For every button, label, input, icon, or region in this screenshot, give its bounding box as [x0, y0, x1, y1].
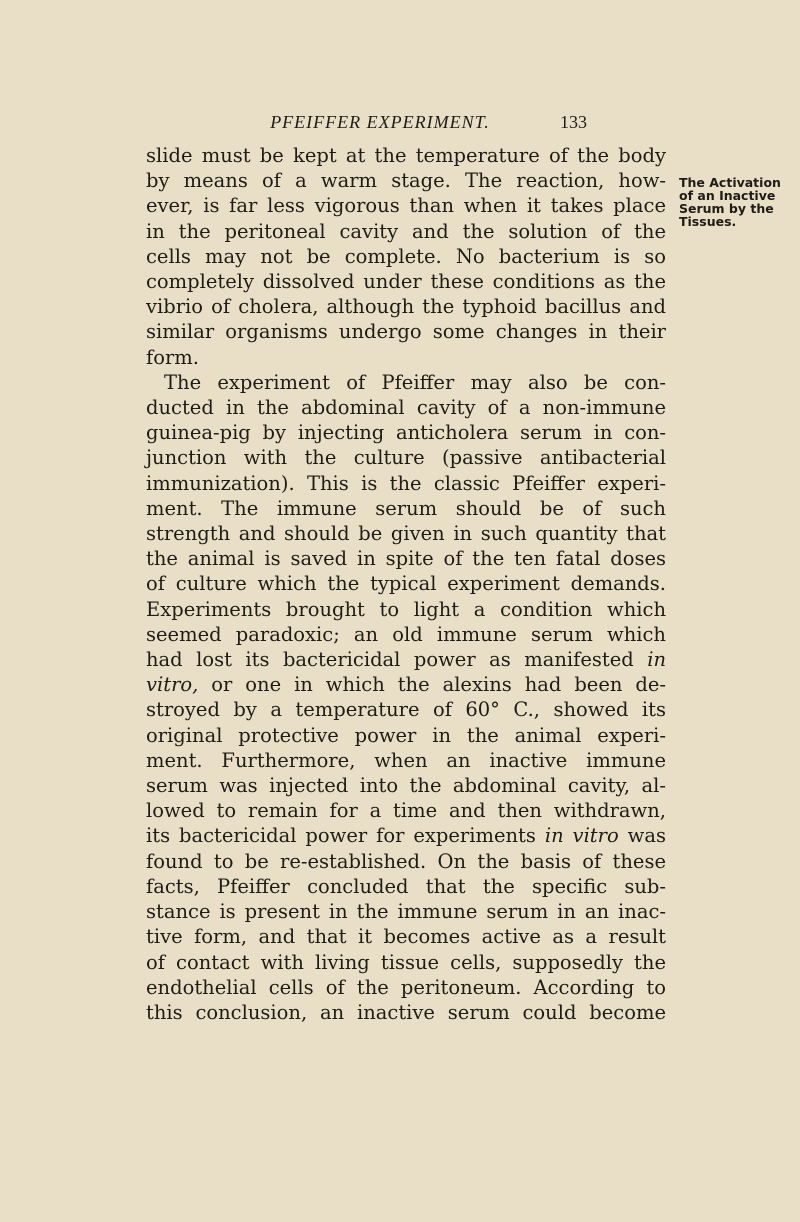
margin-note-line: Serum by the: [679, 201, 774, 216]
text-line: The experiment of Pfeiffer may also be con-: [164, 370, 666, 394]
text-line: stroyed by a temperature of 60° C., showed its: [146, 698, 666, 722]
text-line: ever, is far less vigorous than when it takes place: [146, 194, 666, 218]
text-line: completely dissolved under these conditions as the: [146, 270, 666, 294]
text-line: its bactericidal power for experiments in vitro was: [146, 824, 666, 848]
text-line: junction with the culture (passive antibacterial: [146, 446, 666, 470]
text-line: ment. The immune serum should be of such: [146, 496, 666, 520]
text-line: Experiments brought to light a condition which: [146, 597, 666, 621]
margin-note-line: of an Inactive: [679, 188, 776, 203]
text-line: ducted in the abdominal cavity of a non-immune: [146, 396, 666, 420]
body-text: [146, 143, 666, 1025]
text-line: of contact with living tissue cells, supposedly the: [146, 950, 666, 974]
text-line: found to be re-established. On the basis of these: [146, 849, 666, 873]
text-line: had lost its bactericidal power as manifested in: [146, 648, 666, 672]
text-line: in the peritoneal cavity and the solution of the: [146, 219, 666, 243]
text-line: facts, Pfeiffer concluded that the specific sub-: [146, 874, 666, 898]
text-line: original protective power in the animal experi-: [146, 723, 666, 747]
text-line: slide must be kept at the temperature of the body: [146, 144, 666, 167]
text-line: cells may not be complete. No bacterium is so: [146, 244, 666, 268]
text-line: similar organisms undergo some changes in their: [146, 320, 666, 344]
text-line: lowed to remain for a time and then withdrawn,: [146, 799, 666, 823]
page-number: 133: [560, 112, 587, 132]
running-head: PFEIFFER EXPERIMENT.: [270, 112, 490, 132]
margin-note: [679, 176, 791, 228]
text-line: vitro, or one in which the alexins had been de-: [146, 673, 666, 697]
text-line: tive form, and that it becomes active as a result: [146, 925, 666, 949]
text-line: by means of a warm stage. The reaction, how-: [146, 169, 666, 193]
text-line: stance is present in the immune serum in an inac-: [146, 900, 666, 924]
text-line: the animal is saved in spite of the ten fatal doses: [146, 547, 666, 571]
text-line: guinea-pig by injecting anticholera serum in con-: [146, 421, 666, 445]
text-line: immunization). This is the classic Pfeiffer experi-: [146, 471, 666, 495]
text-line: vibrio of cholera, although the typhoid bacillus and: [146, 295, 666, 319]
text-line: ment. Furthermore, when an inactive immune: [146, 748, 666, 772]
text-line: serum was injected into the abdominal cavity, al-: [146, 774, 666, 798]
text-line: endothelial cells of the peritoneum. According to: [146, 975, 666, 999]
margin-note-line: The Activation: [679, 175, 781, 190]
text-line: of culture which the typical experiment demands.: [146, 572, 666, 596]
text-line: strength and should be given in such quantity that: [146, 522, 666, 546]
margin-note-line: Tissues.: [679, 214, 737, 229]
text-line: this conclusion, an inactive serum could become: [146, 1000, 666, 1024]
text-line: seemed paradoxic; an old immune serum which: [146, 622, 666, 646]
text-line: form.: [146, 345, 199, 369]
